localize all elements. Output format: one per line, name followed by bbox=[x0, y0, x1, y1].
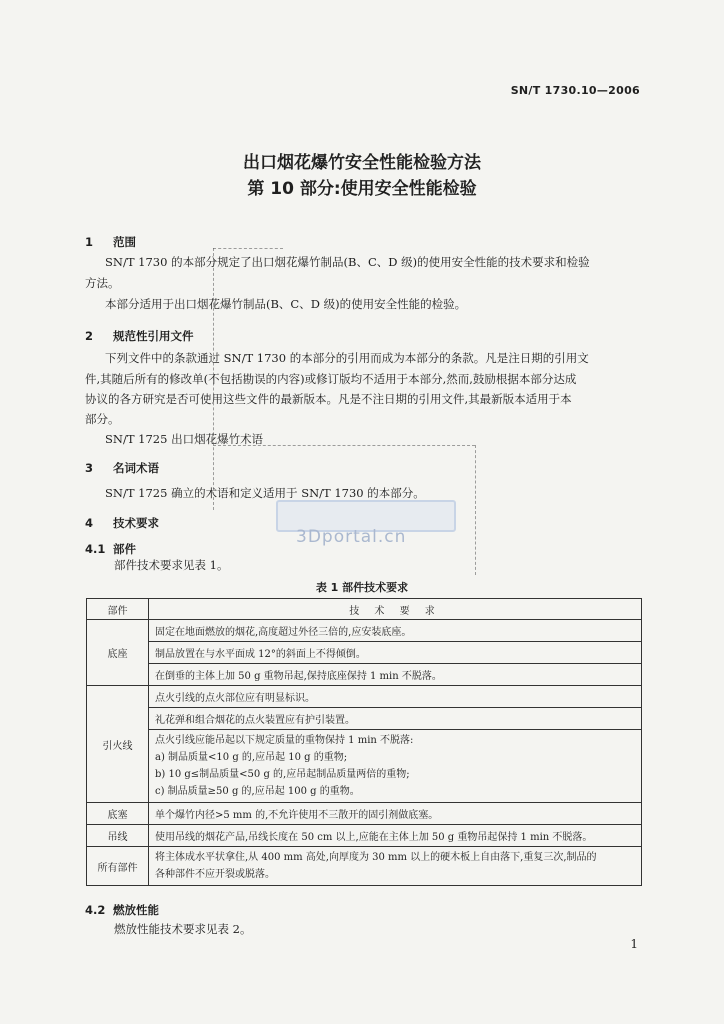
normative-reference: SN/T 1725 出口烟花爆竹术语 bbox=[105, 432, 264, 446]
table-header-row bbox=[87, 599, 642, 620]
row-label-fuse: 引火线 bbox=[87, 686, 149, 803]
table-cell: 点火引线的点火部位应有明显标识。 bbox=[149, 686, 642, 708]
section-2-title: 规范性引用文件 bbox=[113, 329, 194, 343]
table-1 bbox=[86, 598, 642, 886]
table-1-caption: 表 1 部件技术要求 bbox=[315, 581, 409, 594]
section-4-title: 技术要求 bbox=[113, 516, 159, 530]
table-cell: 礼花弹和组合烟花的点火装置应有护引装置。 bbox=[149, 708, 642, 730]
section-2-number: 2 bbox=[85, 329, 94, 343]
document-subtitle: 第 10 部分:使用安全性能检验 bbox=[247, 179, 477, 199]
scan-artifact-line bbox=[213, 445, 475, 446]
section-4-1-title: 部件 bbox=[113, 542, 136, 556]
section-4-1-para: 部件技术要求见表 1。 bbox=[114, 558, 229, 572]
table-cell: 单个爆竹内径>5 mm 的,不允许使用不三散开的固引剂做底塞。 bbox=[149, 803, 642, 825]
scan-artifact-line bbox=[213, 248, 283, 249]
table-cell bbox=[149, 730, 642, 803]
table-row bbox=[87, 803, 642, 825]
fuse-requirement-intro: 点火引线应能吊起以下规定质量的重物保持 1 min 不脱落: bbox=[155, 735, 414, 746]
section-3-heading bbox=[85, 460, 159, 476]
document-id: SN/T 1730.10—2006 bbox=[510, 84, 640, 97]
fuse-requirement-a: a) 制品质量<10 g 的,应吊起 10 g 的重物; bbox=[155, 752, 348, 763]
document-title: 出口烟花爆竹安全性能检验方法 bbox=[243, 153, 481, 173]
table-cell: 使用吊线的烟花产品,吊线长度在 50 cm 以上,应能在主体上加 50 g 重物吊起保持 1 min 不脱落。 bbox=[149, 825, 642, 847]
section-3-title: 名词术语 bbox=[113, 461, 159, 475]
table-cell: 制品放置在与水平面成 12°的斜面上不得倾倒。 bbox=[149, 642, 642, 664]
section-4-2-title: 燃放性能 bbox=[113, 903, 159, 917]
section-1-para-1: SN/T 1730 的本部分规定了出口烟花爆竹制品(B、C、D 级)的使用安全性能的技术要求和检验 bbox=[105, 255, 590, 269]
table-cell bbox=[149, 847, 642, 886]
watermark-logo bbox=[276, 500, 452, 550]
table-cell: 固定在地面燃放的烟花,高度超过外径三倍的,应安装底座。 bbox=[149, 620, 642, 642]
scan-artifact-line bbox=[213, 248, 214, 510]
row-label-base: 底座 bbox=[87, 620, 149, 686]
table-row bbox=[87, 642, 642, 664]
table-row bbox=[87, 847, 642, 886]
section-4-number: 4 bbox=[85, 516, 94, 530]
section-2-heading bbox=[85, 328, 194, 344]
section-2-line-4: 部分。 bbox=[85, 412, 120, 426]
section-4-2-number: 4.2 bbox=[85, 903, 106, 917]
section-2-line-3: 协议的各方研究是否可使用这些文件的最新版本。凡是不注日期的引用文件,其最新版本适用于本 bbox=[85, 392, 572, 406]
table-row bbox=[87, 620, 642, 642]
section-2-line-1: 下列文件中的条款通过 SN/T 1730 的本部分的引用而成为本部分的条款。凡是注日期的引用文 bbox=[105, 351, 589, 365]
section-1-number: 1 bbox=[85, 235, 94, 249]
section-1-para-2: 本部分适用于出口烟花爆竹制品(B、C、D 级)的使用安全性能的检验。 bbox=[105, 297, 467, 311]
section-4-2-heading bbox=[85, 902, 159, 918]
row-label-hang: 吊线 bbox=[87, 825, 149, 847]
section-4-heading bbox=[85, 515, 159, 531]
table-header-part: 部件 bbox=[87, 599, 149, 620]
watermark-text: 3Dportal.cn bbox=[296, 527, 407, 547]
table-header-requirement: 技 术 要 求 bbox=[149, 599, 642, 620]
section-4-2-para: 燃放性能技术要求见表 2。 bbox=[114, 922, 252, 936]
section-4-1-number: 4.1 bbox=[85, 542, 106, 556]
section-1-heading bbox=[85, 234, 136, 250]
row-label-all: 所有部件 bbox=[87, 847, 149, 886]
all-parts-requirement-1: 将主体成水平状拿住,从 400 mm 高处,向厚度为 30 mm 以上的硬木板上自由落下,重复三次,制品的 bbox=[155, 852, 597, 863]
table-row bbox=[87, 664, 642, 686]
section-1-title: 范围 bbox=[113, 235, 136, 249]
table-row bbox=[87, 686, 642, 708]
section-3-para: SN/T 1725 确立的术语和定义适用于 SN/T 1730 的本部分。 bbox=[105, 486, 425, 500]
page-number: 1 bbox=[630, 937, 638, 951]
section-2-line-2: 件,其随后所有的修改单(不包括勘误的内容)或修订版均不适用于本部分,然而,鼓励根据本部分达成 bbox=[85, 372, 577, 386]
section-1-para-1-cont: 方法。 bbox=[85, 276, 120, 290]
row-label-plug: 底塞 bbox=[87, 803, 149, 825]
table-row bbox=[87, 825, 642, 847]
table-row bbox=[87, 708, 642, 730]
fuse-requirement-c: c) 制品质量≥50 g 的,应吊起 100 g 的重物。 bbox=[155, 786, 360, 797]
scan-artifact-line bbox=[475, 445, 476, 575]
table-cell: 在倒垂的主体上加 50 g 重物吊起,保持底座保持 1 min 不脱落。 bbox=[149, 664, 642, 686]
all-parts-requirement-2: 各种部件不应开裂或脱落。 bbox=[155, 869, 275, 880]
table-row bbox=[87, 730, 642, 803]
section-3-number: 3 bbox=[85, 461, 94, 475]
fuse-requirement-b: b) 10 g≤制品质量<50 g 的,应吊起制品质量两倍的重物; bbox=[155, 769, 410, 780]
